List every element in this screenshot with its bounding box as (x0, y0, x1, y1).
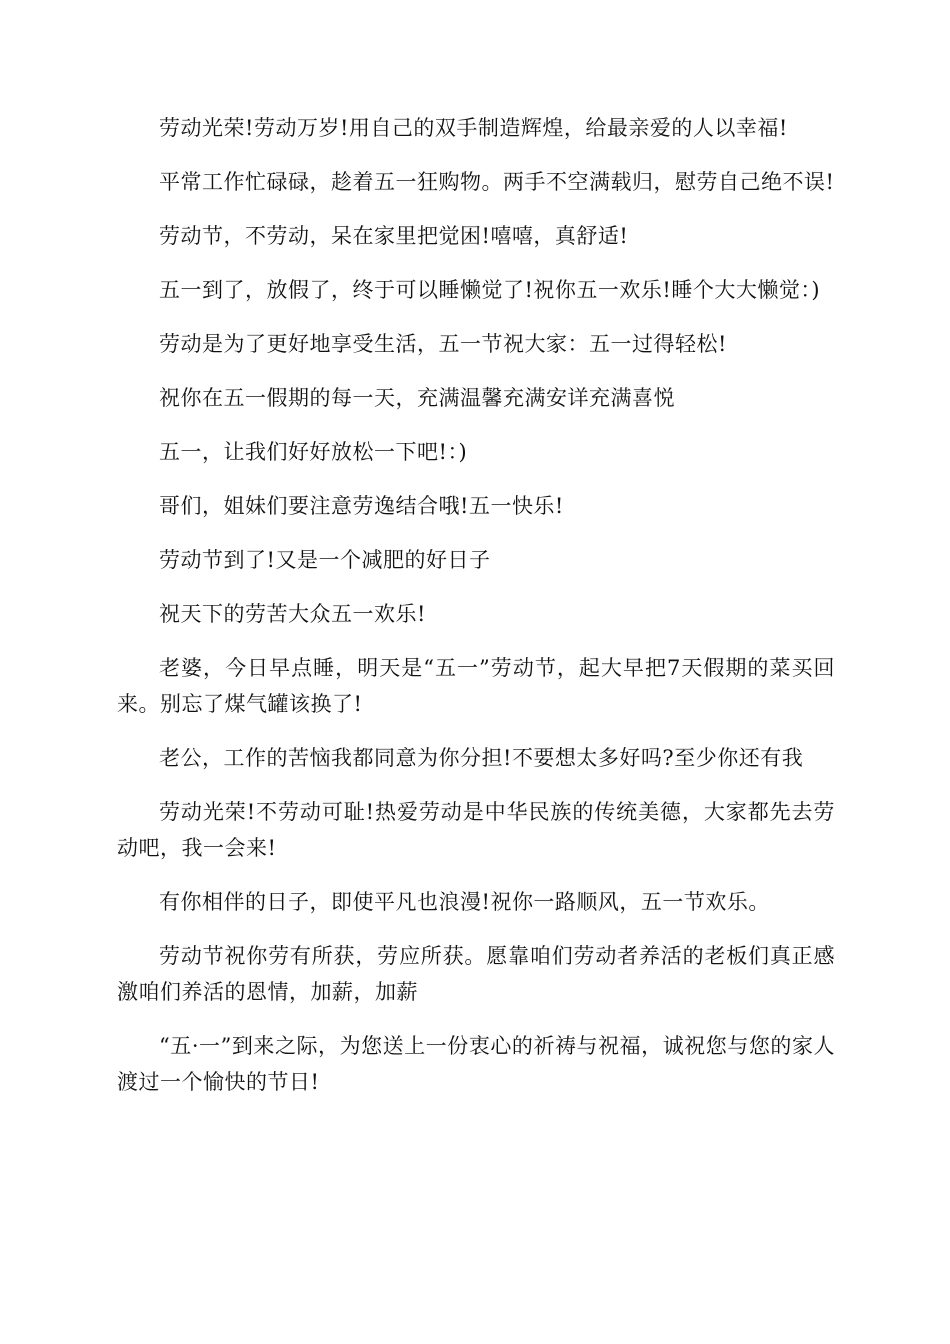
paragraph: “五·一”到来之际，为您送上一份衷心的祈祷与祝福，诚祝您与您的家人渡过一个愉快的节日! (117, 1034, 835, 1094)
paragraph: 老婆，今日早点睡，明天是“五一”劳动节，起大早把7天假期的菜买回来。别忘了煤气罐该换了! (117, 656, 835, 716)
paragraph: 劳动节到了!又是一个减肥的好日子 (159, 548, 491, 572)
paragraph: 祝你在五一假期的每一天，充满温馨充满安详充满喜悦 (159, 386, 675, 410)
paragraph: 五一到了，放假了，终于可以睡懒觉了!祝你五一欢乐!睡个大大懒觉：) (159, 278, 821, 302)
paragraph: 老公，工作的苦恼我都同意为你分担!不要想太多好吗?至少你还有我 (159, 746, 804, 770)
paragraph: 劳动光荣!不劳动可耻!热爱劳动是中华民族的传统美德，大家都先去劳动吧，我一会来! (117, 800, 835, 860)
paragraph: 祝天下的劳苦大众五一欢乐! (159, 602, 426, 626)
paragraph: 劳动节祝你劳有所获，劳应所获。愿靠咱们劳动者养活的老板们真正感激咱们养活的恩情，加薪，加薪 (117, 944, 835, 1004)
paragraph: 五一，让我们好好放松一下吧!：) (159, 440, 468, 464)
paragraph: 劳动是为了更好地享受生活，五一节祝大家：五一过得轻松! (159, 332, 727, 356)
paragraph: 平常工作忙碌碌，趁着五一狂购物。两手不空满载归，慰劳自己绝不误! (159, 170, 835, 194)
paragraph: 有你相伴的日子，即使平凡也浪漫!祝你一路顺风，五一节欢乐。 (159, 890, 770, 914)
paragraph: 劳动节，不劳动，呆在家里把觉困!嘻嘻，真舒适! (159, 224, 629, 248)
paragraph: 劳动光荣!劳动万岁!用自己的双手制造辉煌，给最亲爱的人以幸福! (159, 116, 788, 140)
paragraph: 哥们，姐妹们要注意劳逸结合哦!五一快乐! (159, 494, 564, 518)
